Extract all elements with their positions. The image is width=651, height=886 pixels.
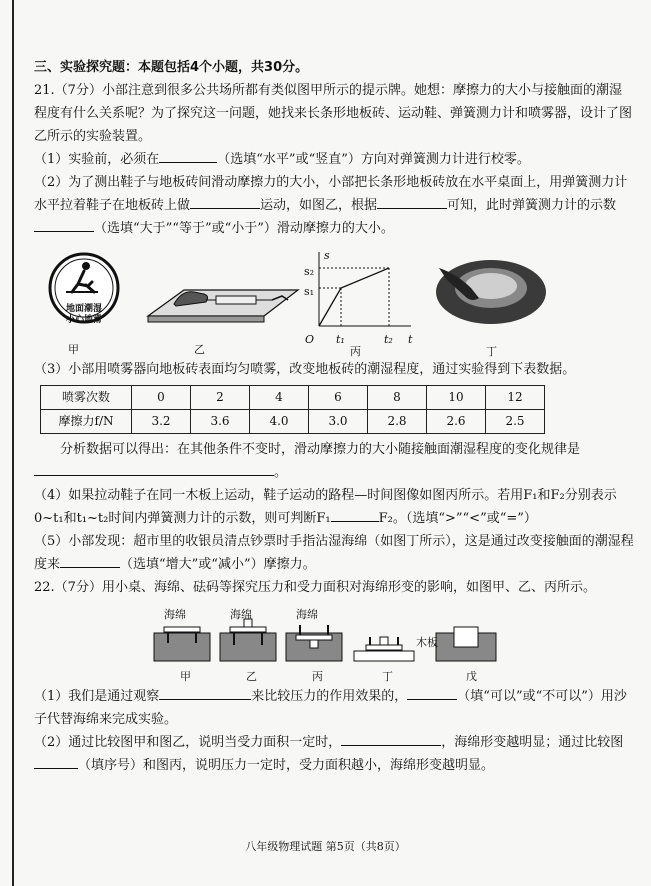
graph-s1-label: s₁ — [304, 285, 315, 298]
fig-label-ding: 丁 — [382, 670, 393, 683]
fig-label-yi: 乙 — [194, 343, 205, 356]
table-cell: 12 — [486, 386, 545, 410]
table-header: 喷雾次数 — [41, 386, 132, 410]
table-cell: 2.6 — [427, 410, 486, 434]
q21-part2: （2）为了测出鞋子与地板砖间滑动摩擦力的大小，小部把长条形地板砖放在水平桌面上，用弹簧测力计水平拉着鞋子在地板砖上做 运动，如图乙，根据 可知，此时弹簧测力计的示数（选填“大于”“等于”或“小于”）滑动摩擦力的大小。 — [34, 175, 628, 236]
pressure-experiment-figures — [152, 617, 502, 663]
answer-blank — [341, 731, 441, 746]
sign-text-1: 地面潮湿 — [66, 304, 103, 314]
table-cell: 3.6 — [191, 410, 250, 434]
board-label: 木板 — [416, 636, 438, 649]
section-title: 三、实验探究题：本题包括4个小题，共30分。 — [34, 60, 309, 75]
sign-text-2: 小心地滑 — [66, 315, 103, 325]
q22-intro: 22.（7分）用小桌、海绵、砝码等探究压力和受力面积对海绵形变的影响，如图甲、乙、丙所示。 — [34, 580, 596, 595]
table-cell: 4 — [250, 386, 309, 410]
answer-blank — [190, 194, 260, 209]
table-row — [41, 386, 545, 410]
fig-label-jia: 甲 — [180, 670, 191, 683]
answer-blank — [331, 507, 379, 522]
sponge-label: 海绵 — [164, 608, 186, 621]
shoe-on-tile-apparatus — [144, 272, 304, 326]
table-cell: 3.2 — [132, 410, 191, 434]
binding-line — [12, 0, 14, 886]
q22-part2: （2）通过比较图甲和图乙，说明当受力面积一定时， ，海绵形变越明显；通过比较图（填序号）和图丙，说明压力一定时，受力面积越小，海绵形变越明显。 — [34, 731, 634, 777]
q21-part3-analysis: 分析数据可以得出：在其他条件不变时，滑动摩擦力的大小随接触面潮湿程度的变化规律是。 — [34, 438, 634, 484]
graph-x-label: t — [408, 333, 413, 346]
answer-blank — [34, 217, 94, 232]
table-cell: 10 — [427, 386, 486, 410]
q21-figures — [34, 246, 634, 356]
q21-part3-intro: （3）小部用喷雾器向地板砖表面均匀喷雾，改变地板砖的潮湿程度，通过实验得到下表数据。 — [34, 362, 576, 377]
q21-part1: （1）实验前，必须在 （选填“水平”或“竖直”）方向对弹簧测力计进行校零。 — [34, 148, 634, 171]
q22-part1: （1）我们是通过观察 来比较压力的作用效果的， （填“可以”或“不可以”）用沙子代替海绵来完成实验。 — [34, 685, 634, 731]
q21-part4: （4）如果拉动鞋子在同一木板上运动，鞋子运动的路程—时间图像如图丙所示。若用F₁和F₂分别表示0~t₁和t₁~t₂时间内弹簧测力计的示数，则可判断F₁ F₂。（选填“>”“<”或“=”） — [34, 488, 617, 526]
q22-figures — [34, 603, 634, 683]
graph-t2-label: t₂ — [384, 333, 393, 346]
fig-label-yi: 乙 — [246, 670, 257, 683]
sponge-label: 海绵 — [296, 608, 318, 621]
answer-blank — [159, 685, 251, 700]
table-cell: 8 — [368, 386, 427, 410]
answer-blank — [159, 148, 217, 163]
table-cell: 2 — [191, 386, 250, 410]
fig-label-ding: 丁 — [486, 345, 497, 358]
exam-content — [34, 56, 634, 777]
graph-t1-label: t₁ — [336, 333, 345, 346]
answer-blank — [407, 685, 457, 700]
sponge-label: 海绵 — [230, 608, 252, 621]
answer-blank — [60, 553, 120, 568]
table-cell: 0 — [132, 386, 191, 410]
page-footer: 八年级物理试题 第5页（共8页） — [245, 840, 406, 853]
fig-label-jia: 甲 — [68, 343, 79, 356]
table-cell: 2.8 — [368, 410, 427, 434]
fig-label-wu: 戊 — [466, 670, 477, 683]
table-cell: 2.5 — [486, 410, 545, 434]
answer-blank — [377, 194, 447, 209]
q21-intro: 21.（7分）小部注意到很多公共场所都有类似图甲所示的提示牌。她想：摩擦力的大小与接触面的潮湿程度有什么关系呢？为了探究这一问题，她找来长条形地板砖、运动鞋、弹簧测力计和喷雾器，设计了图乙所示的实验装置。 — [34, 83, 633, 144]
answer-blank — [34, 754, 78, 769]
distance-time-graph — [299, 246, 419, 336]
graph-origin-label: O — [305, 333, 315, 346]
table-header: 摩擦力f/N — [41, 410, 132, 434]
wet-sponge-photo — [429, 248, 549, 328]
table-cell: 3.0 — [309, 410, 368, 434]
data-table — [40, 385, 545, 434]
graph-s2-label: s₂ — [304, 265, 315, 278]
graph-y-label: s — [324, 249, 330, 262]
fig-label-bing: 丙 — [312, 670, 323, 683]
table-cell: 6 — [309, 386, 368, 410]
fig-label-bing: 丙 — [350, 345, 361, 358]
answer-blank — [34, 461, 274, 476]
q21-part5: （5）小部发现：超市里的收银员清点钞票时手指沾湿海绵（如图丁所示），这是通过改变接触面的潮湿程度来 （选填“增大”或“减小”）摩擦力。 — [34, 534, 634, 572]
table-row — [41, 410, 545, 434]
table-cell: 4.0 — [250, 410, 309, 434]
